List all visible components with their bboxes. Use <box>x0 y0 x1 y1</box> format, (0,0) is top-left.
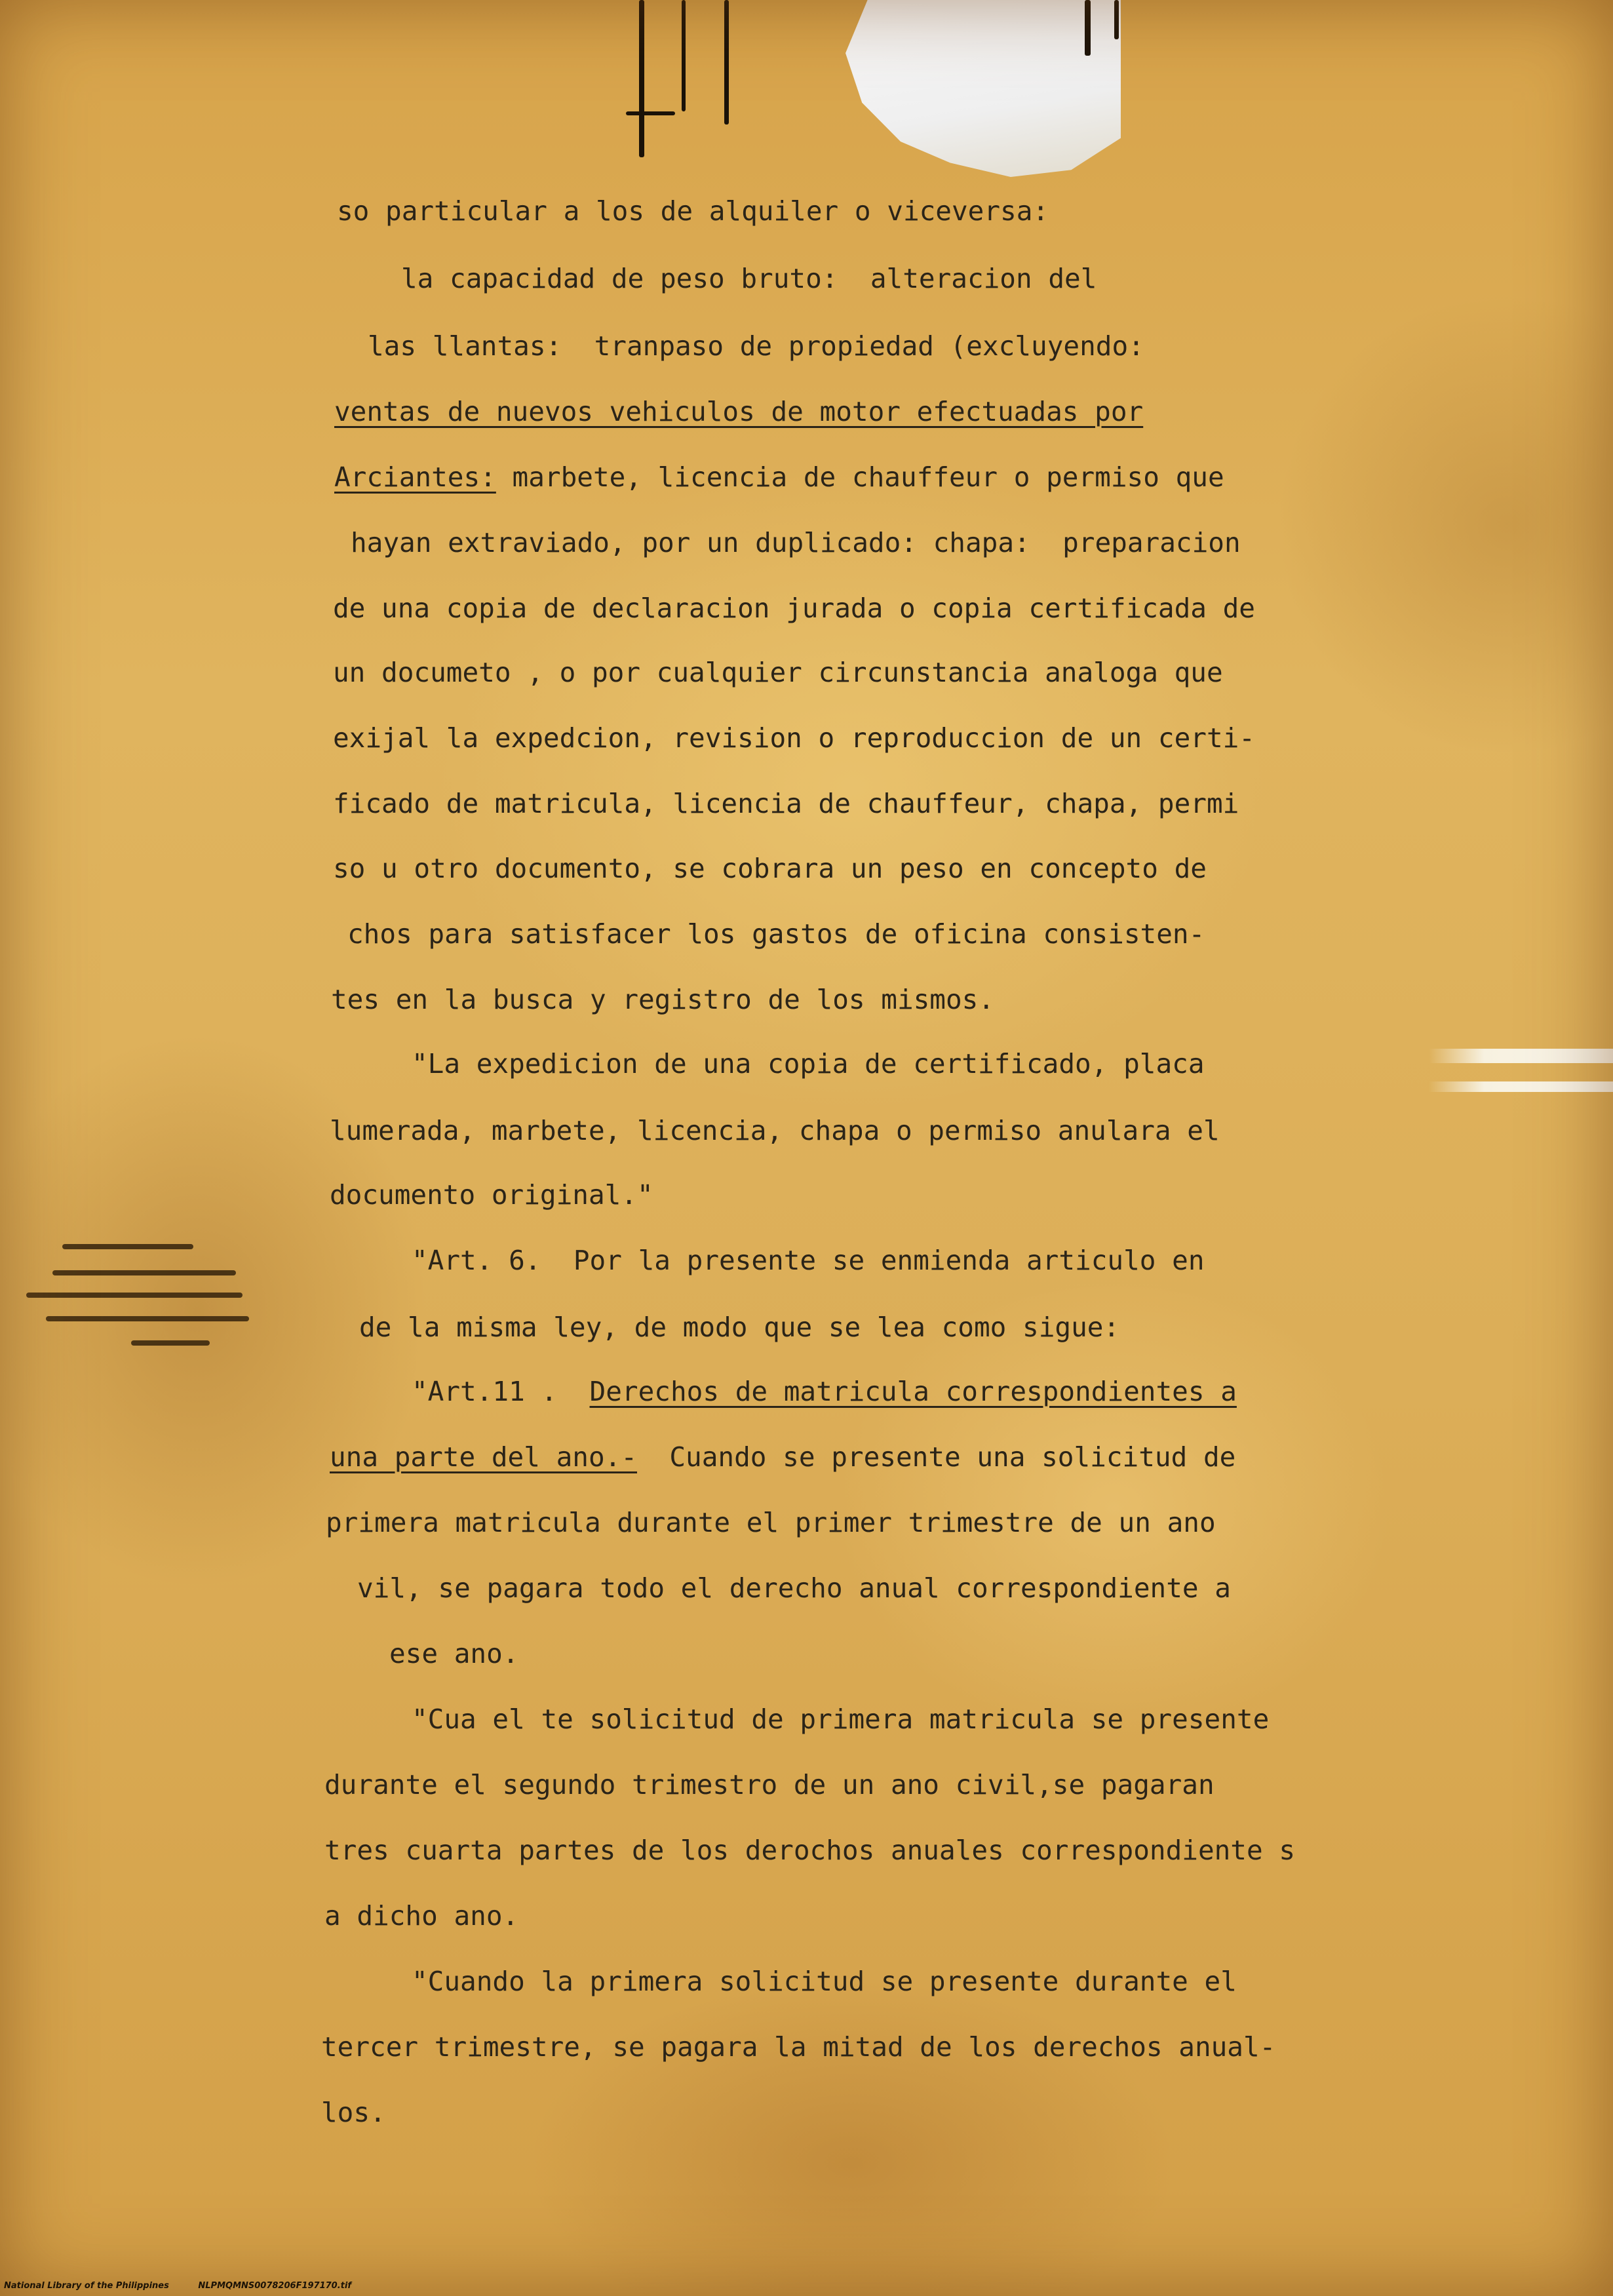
text-line: ese ano. <box>389 1638 519 1669</box>
text-line: un documeto , o por cualquier circunstancia analoga que <box>333 657 1223 688</box>
text-line: exijal la expedcion, revision o reproduccion de un certi- <box>333 722 1255 754</box>
text-line: "Cuando la primera solicitud se presente durante el <box>412 1966 1237 1997</box>
text-line: ventas de nuevos vehiculos de motor efectuadas por <box>334 396 1144 427</box>
clip-mark <box>724 0 729 125</box>
text-line: durante el segundo trimestro de un ano civil,se pagaran <box>324 1769 1215 1800</box>
paper-tear <box>1429 1049 1613 1063</box>
text-line: vil, se pagara todo el derecho anual correspondiente a <box>357 1572 1231 1604</box>
text-line: "Art. 6. Por la presente se enmienda articulo en <box>412 1245 1205 1276</box>
clip-mark <box>1114 0 1119 39</box>
text-line: so u otro documento, se cobrara un peso en concepto de <box>333 853 1207 884</box>
text-line: documento original." <box>330 1179 653 1211</box>
text-line: primera matricula durante el primer trimestre de un ano <box>326 1507 1216 1538</box>
text-line: chos para satisfacer los gastos de oficina consisten- <box>347 918 1205 950</box>
text-line: los. <box>321 2097 386 2128</box>
clip-mark <box>626 111 675 115</box>
paper-tear <box>1429 1081 1613 1092</box>
ink-mark <box>52 1270 236 1275</box>
text-line: hayan extraviado, por un duplicado: chapa: preparacion <box>351 527 1241 558</box>
text-line: Arciantes: marbete, licencia de chauffeur o permiso que <box>334 461 1224 493</box>
text-line: tres cuarta partes de los derochos anuales correspondiente s <box>324 1835 1296 1866</box>
text-line: una parte del ano.- Cuando se presente una solicitud de <box>330 1441 1236 1473</box>
scan-footer <box>4 2281 351 2291</box>
text-line: "Art.11 . Derechos de matricula correspondientes a <box>412 1376 1237 1407</box>
text-line: tercer trimestre, se pagara la mitad de los derechos anual- <box>321 2031 1276 2063</box>
text-line: so particular a los de alquiler o viceversa: <box>337 195 1049 227</box>
clip-mark <box>639 0 644 157</box>
library-credit: National Library of the Philippines <box>4 2281 169 2291</box>
text-line: la capacidad de peso bruto: alteracion del <box>401 263 1097 294</box>
text-line: las llantas: tranpaso de propiedad (excluyendo: <box>368 330 1144 362</box>
clip-mark <box>1085 0 1091 56</box>
ink-mark <box>26 1293 243 1298</box>
text-line: de la misma ley, de modo que se lea como sigue: <box>359 1312 1120 1343</box>
text-line: de una copia de declaracion jurada o copia certificada de <box>333 593 1255 624</box>
text-line: "Cua el te solicitud de primera matricula se presente <box>412 1703 1270 1735</box>
clip-mark <box>682 0 686 111</box>
text-line: ficado de matricula, licencia de chauffeur, chapa, permi <box>333 788 1239 819</box>
text-line: lumerada, marbete, licencia, chapa o permiso anulara el <box>330 1115 1220 1146</box>
text-line: tes en la busca y registro de los mismos. <box>331 984 995 1015</box>
ink-mark <box>62 1244 193 1249</box>
file-id: NLPMQMNS0078206F197170.tif <box>198 2281 351 2291</box>
ink-mark <box>46 1316 249 1321</box>
text-line: "La expedicion de una copia de certificado, placa <box>412 1048 1205 1080</box>
torn-corner <box>845 0 1121 177</box>
text-line: a dicho ano. <box>324 1900 519 1932</box>
ink-mark <box>131 1340 210 1346</box>
